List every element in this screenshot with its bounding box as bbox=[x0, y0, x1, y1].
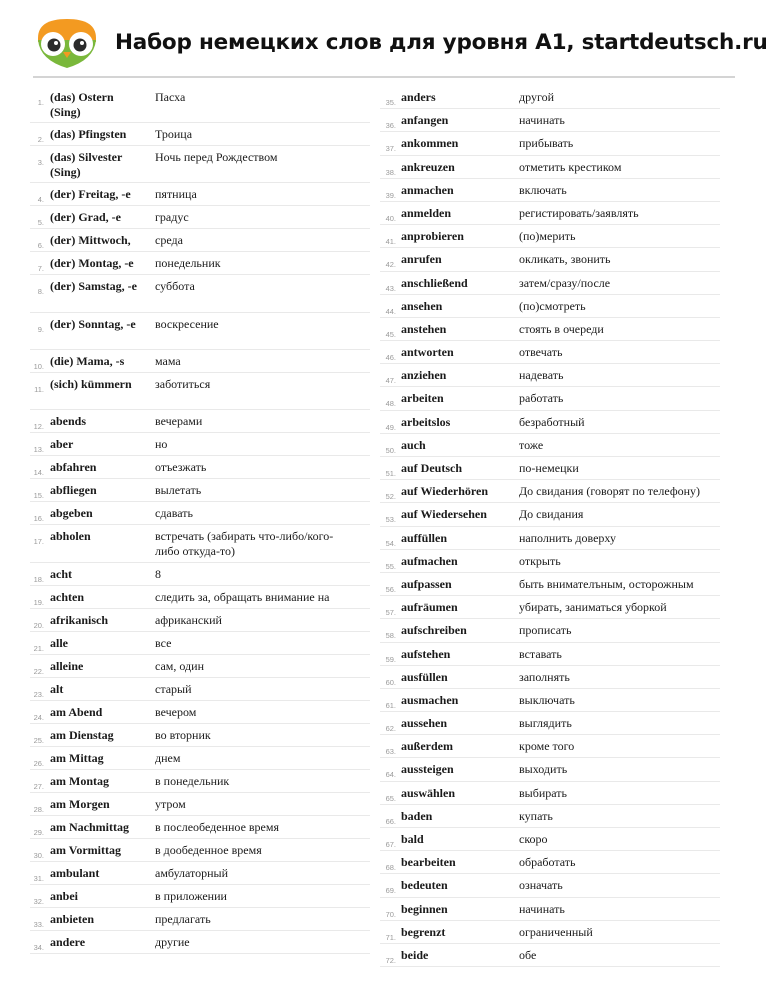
row-number: 59. bbox=[385, 654, 396, 664]
vocab-row bbox=[380, 944, 720, 967]
russian-translation: затем/сразу/после bbox=[519, 275, 611, 290]
vocab-row bbox=[380, 851, 720, 874]
german-word: abholen bbox=[50, 529, 91, 543]
german-word: am Abend bbox=[50, 705, 103, 719]
russian-translation: отъезжать bbox=[155, 460, 207, 474]
vocab-row bbox=[30, 632, 370, 655]
row-number: 72. bbox=[385, 955, 396, 965]
row-number: 25. bbox=[33, 736, 44, 745]
russian-translation: мама bbox=[155, 354, 181, 368]
vocab-row bbox=[30, 373, 370, 410]
russian-translation: стоять в очереди bbox=[519, 321, 604, 336]
row-number: 39. bbox=[385, 190, 396, 200]
russian-translation: но bbox=[155, 437, 168, 451]
vocab-row bbox=[380, 805, 720, 828]
row-number: 52. bbox=[385, 492, 396, 502]
row-number: 64. bbox=[385, 770, 396, 780]
russian-translation: убирать, заниматься уборкой bbox=[519, 600, 667, 615]
vocab-row bbox=[380, 828, 720, 851]
german-word: am Nachmittag bbox=[50, 820, 129, 834]
russian-translation: обе bbox=[519, 947, 537, 962]
vocab-row bbox=[380, 480, 720, 503]
vocab-row bbox=[30, 229, 370, 252]
german-word: afrikanisch bbox=[50, 613, 109, 627]
russian-translation: отметить крестиком bbox=[519, 159, 622, 174]
row-number: 21. bbox=[33, 644, 44, 653]
german-word: am Vormittag bbox=[50, 843, 121, 857]
vocab-row bbox=[380, 225, 720, 248]
german-word: alle bbox=[50, 636, 68, 650]
row-number: 60. bbox=[385, 677, 396, 687]
row-number: 68. bbox=[385, 863, 396, 873]
row-number: 29. bbox=[33, 828, 44, 837]
german-word: (der) Samstag, -e bbox=[50, 279, 137, 293]
russian-translation: скоро bbox=[519, 832, 548, 846]
russian-translation: пятница bbox=[155, 187, 197, 201]
german-word: am Dienstag bbox=[50, 728, 114, 742]
row-number: 47. bbox=[385, 376, 396, 386]
page-title: Набор немецких слов для уровня A1, startdeutsch.ru bbox=[115, 30, 768, 55]
german-word: ausfüllen bbox=[401, 669, 448, 684]
row-number: 14. bbox=[33, 468, 44, 477]
russian-translation: выключать bbox=[519, 692, 575, 707]
vocab-row bbox=[30, 908, 370, 931]
german-word: (der) Mittwoch, bbox=[50, 233, 131, 247]
row-number: 43. bbox=[385, 283, 396, 293]
vocab-row bbox=[380, 295, 720, 318]
vocab-row bbox=[30, 275, 370, 313]
row-number: 38. bbox=[385, 167, 396, 177]
vocab-row bbox=[380, 758, 720, 781]
vocab-row bbox=[30, 502, 370, 525]
german-word: auch bbox=[401, 437, 426, 452]
row-number: 69. bbox=[385, 886, 396, 896]
german-word: anrufen bbox=[401, 252, 442, 267]
vocab-row bbox=[380, 132, 720, 155]
russian-translation: открыть bbox=[519, 553, 561, 568]
russian-translation: сам, один bbox=[155, 659, 204, 673]
russian-translation: днем bbox=[155, 751, 181, 765]
russian-translation: До свидания bbox=[519, 507, 584, 522]
german-word: anstehen bbox=[401, 321, 447, 336]
row-number: 54. bbox=[385, 538, 396, 548]
russian-translation: Ночь перед Рождеством bbox=[155, 150, 278, 164]
vocab-row bbox=[380, 411, 720, 434]
russian-translation: среда bbox=[155, 233, 183, 247]
russian-translation: ограниченный bbox=[519, 924, 593, 939]
german-word: abfahren bbox=[50, 460, 97, 474]
german-word: aussehen bbox=[401, 716, 448, 731]
vocab-row bbox=[30, 252, 370, 275]
russian-translation: утром bbox=[155, 797, 186, 811]
vocab-row bbox=[380, 86, 720, 109]
russian-translation: безработный bbox=[519, 414, 585, 429]
german-word: am Mittag bbox=[50, 751, 104, 765]
russian-translation: африканский bbox=[155, 613, 222, 627]
row-number: 70. bbox=[385, 909, 396, 919]
vocab-row bbox=[30, 678, 370, 701]
row-number: 67. bbox=[385, 840, 396, 849]
german-word: anmelden bbox=[401, 205, 452, 220]
row-number: 51. bbox=[385, 469, 396, 478]
russian-translation: Троица bbox=[155, 127, 193, 141]
row-number: 1. bbox=[37, 98, 44, 107]
german-word: anbieten bbox=[50, 912, 95, 926]
row-number: 3. bbox=[37, 158, 44, 167]
row-number: 19. bbox=[33, 598, 44, 607]
row-number: 49. bbox=[385, 422, 396, 432]
vocab-row bbox=[30, 433, 370, 456]
russian-translation: окликать, звонить bbox=[519, 252, 611, 267]
vocab-row bbox=[30, 86, 370, 123]
vocab-row bbox=[380, 666, 720, 689]
row-number: 5. bbox=[37, 218, 44, 227]
row-number: 56. bbox=[385, 584, 396, 594]
german-word: (der) Freitag, -e bbox=[50, 187, 131, 201]
german-word: anmachen bbox=[401, 182, 454, 197]
vocab-row bbox=[30, 586, 370, 609]
row-number: 33. bbox=[33, 920, 44, 929]
russian-translation: 8 bbox=[155, 567, 161, 581]
german-word: andere bbox=[50, 935, 86, 949]
russian-translation: вечерами bbox=[155, 414, 203, 428]
german-word: begrenzt bbox=[401, 924, 446, 939]
row-number: 57. bbox=[385, 608, 396, 618]
german-word: achten bbox=[50, 590, 84, 604]
row-number: 36. bbox=[385, 121, 396, 131]
russian-translation: (по)мерить bbox=[519, 229, 576, 244]
russian-translation: выходить bbox=[519, 762, 568, 777]
row-number: 12. bbox=[33, 422, 44, 431]
german-word: anprobieren bbox=[401, 229, 464, 244]
row-number: 9. bbox=[37, 325, 44, 334]
row-number: 58. bbox=[385, 631, 396, 641]
vocabulary-column-right bbox=[380, 86, 720, 967]
vocab-row bbox=[380, 712, 720, 735]
russian-translation: в дообеденное время bbox=[155, 843, 262, 857]
german-word: aufmachen bbox=[401, 553, 458, 568]
row-number: 40. bbox=[385, 213, 396, 223]
vocab-row bbox=[30, 609, 370, 632]
row-number: 55. bbox=[385, 561, 396, 571]
vocab-row bbox=[380, 503, 720, 526]
german-word: (das) Silvester (Sing) bbox=[50, 150, 123, 179]
german-word: am Morgen bbox=[50, 797, 110, 811]
german-word: antworten bbox=[401, 345, 454, 360]
german-word: anziehen bbox=[401, 368, 447, 383]
russian-translation: воскресение bbox=[155, 317, 219, 331]
german-word: (der) Sonntag, -e bbox=[50, 317, 136, 331]
german-word: aber bbox=[50, 437, 74, 451]
row-number: 13. bbox=[33, 445, 44, 454]
russian-translation: заполнять bbox=[519, 669, 570, 684]
vocab-row bbox=[30, 655, 370, 678]
russian-translation: (по)смотреть bbox=[519, 298, 586, 313]
russian-translation: тоже bbox=[519, 437, 544, 452]
row-number: 35. bbox=[385, 98, 396, 107]
russian-translation: начинать bbox=[519, 113, 565, 128]
vocab-row bbox=[30, 816, 370, 839]
row-number: 11. bbox=[34, 385, 44, 394]
vocab-row bbox=[30, 793, 370, 816]
row-number: 26. bbox=[33, 759, 44, 768]
vocab-row bbox=[380, 179, 720, 202]
row-number: 15. bbox=[33, 491, 44, 500]
russian-translation: работать bbox=[519, 391, 564, 406]
german-word: bearbeiten bbox=[401, 855, 456, 870]
german-word: (der) Montag, -e bbox=[50, 256, 134, 270]
vocab-row bbox=[380, 874, 720, 897]
vocab-row bbox=[380, 735, 720, 758]
row-number: 27. bbox=[33, 782, 44, 791]
german-word: alt bbox=[50, 682, 64, 696]
row-number: 10. bbox=[33, 362, 44, 371]
russian-translation: понедельник bbox=[155, 256, 221, 270]
russian-translation: включать bbox=[519, 182, 567, 197]
owl-logo-icon bbox=[34, 16, 100, 70]
vocab-row bbox=[380, 573, 720, 596]
german-word: am Montag bbox=[50, 774, 109, 788]
vocab-row bbox=[30, 410, 370, 433]
german-word: anders bbox=[401, 90, 436, 104]
russian-translation: следить за, обращать внимание на bbox=[155, 590, 330, 604]
row-number: 44. bbox=[385, 306, 396, 316]
row-number: 18. bbox=[33, 575, 44, 584]
german-word: abends bbox=[50, 414, 87, 428]
row-number: 7. bbox=[37, 264, 44, 273]
vocab-row bbox=[380, 643, 720, 666]
row-number: 34. bbox=[33, 943, 44, 952]
german-word: arbeiten bbox=[401, 391, 444, 406]
row-number: 32. bbox=[33, 897, 44, 906]
vocab-row bbox=[380, 689, 720, 712]
german-word: alleine bbox=[50, 659, 84, 673]
russian-translation: в послеобеденное время bbox=[155, 820, 279, 834]
vocab-row bbox=[380, 341, 720, 364]
german-word: beide bbox=[401, 947, 429, 962]
german-word: ausmachen bbox=[401, 692, 459, 707]
row-number: 4. bbox=[37, 195, 44, 204]
german-word: acht bbox=[50, 567, 72, 581]
german-word: baden bbox=[401, 808, 433, 823]
german-word: aussteigen bbox=[401, 762, 454, 777]
row-number: 66. bbox=[385, 816, 396, 826]
russian-translation: заботиться bbox=[155, 377, 211, 391]
header-divider bbox=[33, 76, 735, 78]
vocab-row bbox=[380, 272, 720, 295]
vocabulary-column-left bbox=[30, 86, 370, 954]
german-word: außerdem bbox=[401, 739, 453, 754]
vocab-row bbox=[380, 109, 720, 132]
russian-translation: выбирать bbox=[519, 785, 567, 800]
german-word: (die) Mama, -s bbox=[50, 354, 125, 368]
vocab-row bbox=[30, 183, 370, 206]
russian-translation: начинать bbox=[519, 901, 565, 916]
russian-translation: суббота bbox=[155, 279, 195, 293]
russian-translation: До свидания (говорят по телефону) bbox=[519, 484, 701, 499]
russian-translation: встречать (забирать что-либо/кого-либо откуда-то) bbox=[155, 529, 334, 558]
german-word: ankreuzen bbox=[401, 159, 455, 174]
vocab-row bbox=[30, 479, 370, 502]
vocab-row bbox=[30, 885, 370, 908]
row-number: 61. bbox=[385, 700, 396, 710]
row-number: 22. bbox=[33, 667, 44, 676]
vocab-row bbox=[380, 434, 720, 457]
russian-translation: Пасха bbox=[155, 90, 186, 104]
vocab-row bbox=[30, 350, 370, 373]
row-number: 50. bbox=[385, 445, 396, 455]
german-word: (das) Pfingsten bbox=[50, 127, 127, 141]
german-word: bedeuten bbox=[401, 878, 448, 893]
russian-translation: кроме того bbox=[519, 739, 575, 754]
row-number: 28. bbox=[33, 805, 44, 814]
row-number: 46. bbox=[385, 353, 396, 363]
vocab-row bbox=[380, 619, 720, 642]
row-number: 30. bbox=[33, 851, 44, 860]
row-number: 71. bbox=[385, 932, 396, 942]
german-word: ansehen bbox=[401, 298, 443, 313]
vocab-row bbox=[380, 248, 720, 271]
row-number: 48. bbox=[385, 399, 396, 409]
russian-translation: означать bbox=[519, 878, 563, 893]
russian-translation: другой bbox=[519, 90, 554, 104]
russian-translation: сдавать bbox=[155, 506, 193, 520]
row-number: 45. bbox=[385, 329, 396, 339]
russian-translation: надевать bbox=[519, 368, 564, 383]
german-word: aufschreiben bbox=[401, 623, 467, 638]
russian-translation: вставать bbox=[519, 646, 562, 661]
german-word: aufräumen bbox=[401, 600, 458, 615]
row-number: 63. bbox=[385, 747, 396, 757]
vocab-row bbox=[380, 550, 720, 573]
german-word: auf Wiedersehen bbox=[401, 507, 487, 522]
german-word: aufstehen bbox=[401, 646, 451, 661]
russian-translation: обработать bbox=[519, 855, 576, 870]
vocab-row bbox=[380, 318, 720, 341]
german-word: beginnen bbox=[401, 901, 448, 916]
german-word: auf Deutsch bbox=[401, 461, 463, 475]
vocab-row bbox=[30, 456, 370, 479]
german-word: (der) Grad, -e bbox=[50, 210, 121, 224]
russian-translation: старый bbox=[155, 682, 192, 696]
row-number: 2. bbox=[37, 135, 44, 144]
vocab-row bbox=[30, 123, 370, 146]
vocab-row bbox=[30, 525, 370, 563]
russian-translation: амбулаторный bbox=[155, 866, 229, 880]
russian-translation: купать bbox=[519, 808, 553, 823]
german-word: bald bbox=[401, 832, 424, 846]
german-word: auf Wiederhören bbox=[401, 484, 489, 499]
row-number: 37. bbox=[385, 144, 396, 154]
german-word: auswählen bbox=[401, 785, 456, 800]
vocab-row bbox=[380, 782, 720, 805]
vocab-row bbox=[30, 206, 370, 229]
german-word: anfangen bbox=[401, 113, 449, 128]
russian-translation: предлагать bbox=[155, 912, 211, 926]
page-header bbox=[0, 0, 768, 78]
vocab-row bbox=[380, 156, 720, 179]
vocab-row bbox=[380, 898, 720, 921]
german-word: arbeitslos bbox=[401, 414, 451, 429]
vocab-row bbox=[380, 364, 720, 387]
vocab-row bbox=[30, 701, 370, 724]
vocab-row bbox=[380, 202, 720, 225]
russian-translation: вечером bbox=[155, 705, 197, 719]
row-number: 6. bbox=[37, 241, 44, 250]
russian-translation: в приложении bbox=[155, 889, 227, 903]
vocab-row bbox=[380, 921, 720, 944]
vocab-row bbox=[380, 527, 720, 550]
german-word: aufpassen bbox=[401, 576, 452, 591]
row-number: 42. bbox=[385, 260, 396, 270]
row-number: 31. bbox=[33, 874, 44, 883]
vocab-row bbox=[30, 747, 370, 770]
russian-translation: регистировать/заявлять bbox=[519, 205, 639, 220]
vocab-row bbox=[30, 839, 370, 862]
german-word: anschließend bbox=[401, 275, 468, 290]
row-number: 20. bbox=[33, 621, 44, 630]
russian-translation: по-немецки bbox=[519, 461, 579, 475]
row-number: 41. bbox=[385, 237, 396, 247]
german-word: (das) Ostern (Sing) bbox=[50, 90, 114, 119]
row-number: 17. bbox=[33, 537, 44, 546]
russian-translation: наполнить доверху bbox=[519, 530, 616, 545]
russian-translation: в понедельник bbox=[155, 774, 230, 788]
russian-translation: выглядить bbox=[519, 716, 572, 731]
russian-translation: другие bbox=[155, 935, 190, 949]
russian-translation: отвечать bbox=[519, 345, 563, 360]
russian-translation: прибывать bbox=[519, 136, 574, 151]
german-word: auffüllen bbox=[401, 530, 448, 545]
row-number: 23. bbox=[33, 690, 44, 699]
vocab-row bbox=[30, 724, 370, 747]
russian-translation: градус bbox=[155, 210, 189, 224]
vocab-row bbox=[30, 313, 370, 350]
vocab-row bbox=[30, 146, 370, 183]
german-word: ankommen bbox=[401, 136, 459, 151]
german-word: (sich) kümmern bbox=[50, 377, 132, 391]
german-word: abfliegen bbox=[50, 483, 97, 497]
row-number: 8. bbox=[37, 287, 44, 296]
vocab-row bbox=[30, 770, 370, 793]
russian-translation: вылетать bbox=[155, 483, 202, 497]
russian-translation: все bbox=[155, 636, 172, 650]
vocab-row bbox=[380, 596, 720, 619]
vocab-row bbox=[380, 457, 720, 480]
row-number: 62. bbox=[385, 724, 396, 734]
russian-translation: быть внимателъным, осторожным bbox=[519, 576, 694, 591]
vocab-row bbox=[380, 387, 720, 410]
vocab-row bbox=[30, 862, 370, 885]
row-number: 53. bbox=[385, 515, 396, 525]
row-number: 65. bbox=[385, 793, 396, 803]
vocab-row bbox=[30, 563, 370, 586]
german-word: abgeben bbox=[50, 506, 93, 520]
russian-translation: прописать bbox=[519, 623, 572, 638]
row-number: 16. bbox=[33, 514, 44, 523]
german-word: anbei bbox=[50, 889, 79, 903]
russian-translation: во вторник bbox=[155, 728, 211, 742]
german-word: ambulant bbox=[50, 866, 100, 880]
vocab-row bbox=[30, 931, 370, 954]
row-number: 24. bbox=[33, 713, 44, 722]
